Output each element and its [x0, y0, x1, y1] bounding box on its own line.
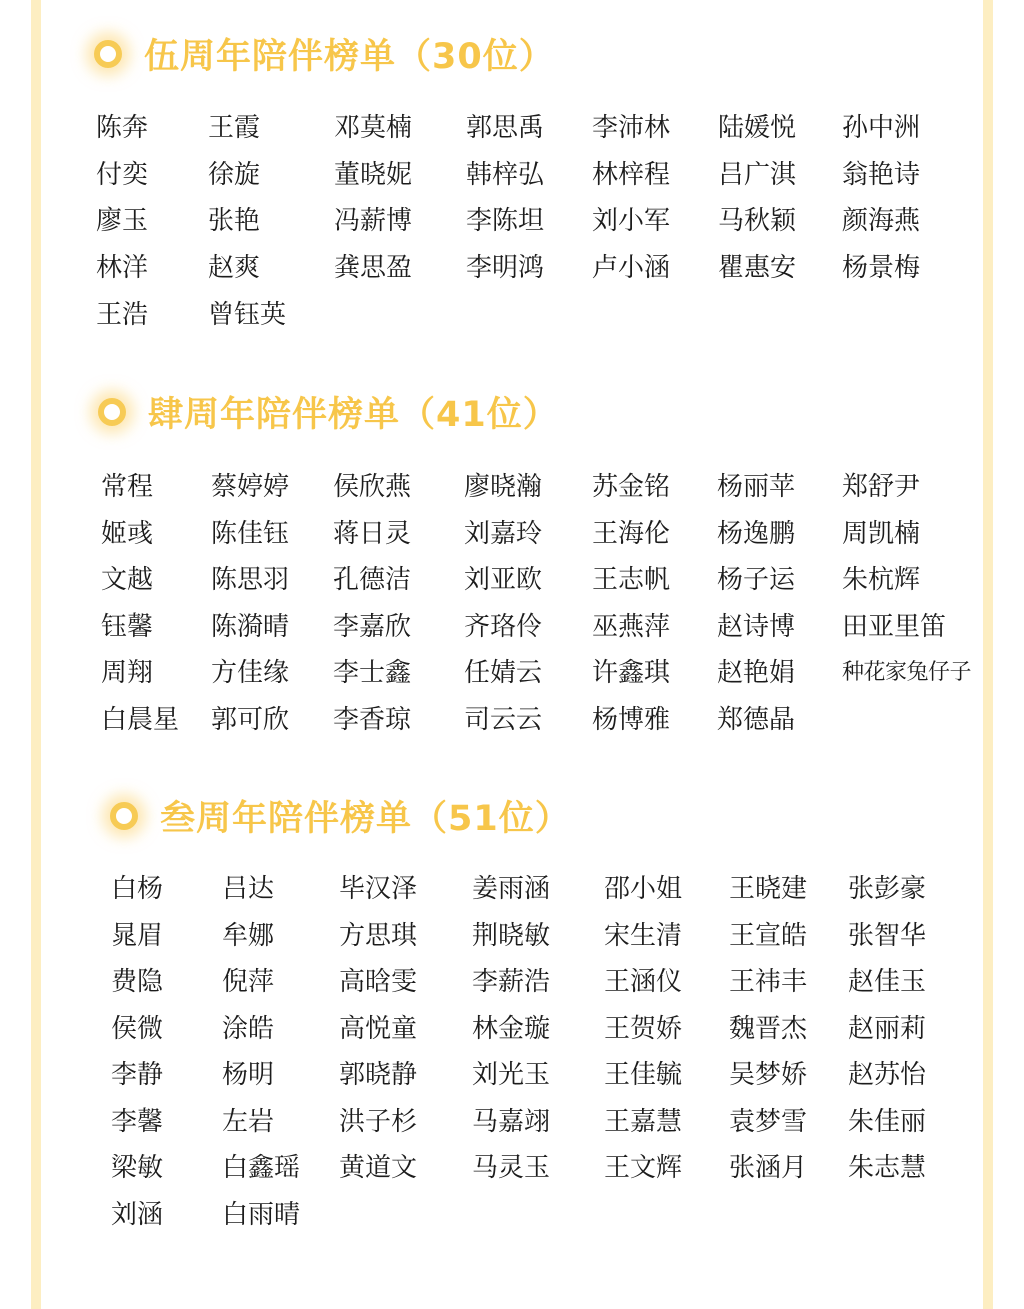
name-entry: 付奕: [96, 159, 149, 190]
name-entry: 李香琼: [333, 704, 412, 735]
right-border-strip: [983, 0, 993, 1309]
name-entry: 陈佳钰: [211, 518, 290, 549]
section-header-4th: [98, 382, 559, 442]
name-entry: 王涵仪: [604, 967, 683, 997]
name-entry: 吕达: [222, 874, 275, 904]
name-entry: 廖玉: [96, 206, 149, 237]
name-entry: 马秋颖: [718, 206, 797, 237]
name-entry: 高晗雯: [339, 967, 418, 997]
name-entry: 杨子运: [717, 565, 796, 595]
name-entry: 刘嘉玲: [464, 518, 543, 549]
name-entry: 林梓程: [592, 159, 671, 190]
name-entry: 司云云: [464, 704, 543, 735]
name-entry: 郑舒尹: [842, 472, 921, 502]
name-entry: 杨景梅: [842, 253, 921, 284]
name-entry: 董晓妮: [334, 159, 413, 190]
name-entry: 白杨: [111, 874, 164, 904]
name-entry: 赵苏怡: [848, 1060, 927, 1090]
name-entry: 王海伦: [592, 518, 671, 549]
name-entry: 王贺娇: [604, 1013, 683, 1044]
name-entry: 张艳: [208, 206, 261, 237]
name-entry: 朱杭辉: [842, 565, 921, 595]
name-entry: 王嘉慧: [604, 1106, 683, 1137]
name-entry: 荆晓敏: [472, 920, 551, 951]
name-entry: 魏晋杰: [729, 1013, 808, 1044]
name-entry: 李嘉欣: [333, 611, 412, 642]
name-entry: 赵佳玉: [848, 967, 927, 997]
name-entry: 朱志慧: [848, 1153, 927, 1183]
name-entry: 白晨星: [101, 704, 180, 735]
name-entry: 吕广淇: [718, 159, 797, 190]
name-entry: 常程: [101, 472, 154, 502]
name-entry: 倪萍: [222, 967, 275, 997]
name-entry: 张涵月: [729, 1153, 808, 1183]
name-entry: 杨丽苹: [717, 472, 796, 502]
name-entry: 田亚里笛: [842, 611, 947, 642]
name-entry: 文越: [101, 565, 154, 595]
name-entry: 侯欣燕: [333, 472, 412, 502]
bullet-dot-icon: [94, 40, 122, 68]
name-entry: 宋生清: [604, 920, 683, 951]
name-entry: 孙中洲: [842, 113, 921, 143]
name-entry: 左岩: [222, 1106, 275, 1137]
name-entry: 种花家兔仔子: [842, 660, 972, 685]
name-entry: 牟娜: [222, 920, 275, 951]
name-entry: 朱佳丽: [848, 1106, 927, 1137]
name-entry: 刘小军: [592, 206, 671, 237]
name-entry: 李馨: [111, 1106, 164, 1137]
name-entry: 周翔: [101, 658, 154, 688]
name-entry: 张智华: [848, 920, 927, 951]
name-entry: 姜雨涵: [472, 874, 551, 904]
name-entry: 李明鸿: [466, 253, 545, 284]
name-entry: 王浩: [96, 299, 149, 330]
name-entry: 王晓建: [729, 874, 808, 904]
name-entry: 方佳缘: [211, 658, 290, 688]
name-entry: 陆媛悦: [718, 113, 797, 143]
name-entry: 黄道文: [339, 1153, 418, 1183]
name-entry: 韩梓弘: [466, 159, 545, 190]
name-entry: 晁眉: [111, 920, 164, 951]
name-entry: 李士鑫: [333, 658, 412, 688]
section-header-3rd: [110, 786, 571, 846]
name-entry: 徐旋: [208, 159, 261, 190]
name-entry: 王宣皓: [729, 920, 808, 951]
name-entry: 林洋: [96, 253, 149, 284]
name-entry: 孔德洁: [333, 565, 412, 595]
name-entry: 陈思羽: [211, 565, 290, 595]
name-entry: 龚思盈: [334, 253, 413, 284]
bullet-dot-icon: [110, 802, 138, 830]
name-entry: 瞿惠安: [718, 253, 797, 284]
section-title: 肆周年陪伴榜单（41位）: [148, 395, 559, 435]
name-entry: 毕汉泽: [339, 874, 418, 904]
name-entry: 吴梦娇: [729, 1060, 808, 1090]
name-entry: 刘亚欧: [464, 565, 543, 595]
name-entry: 赵丽莉: [848, 1013, 927, 1044]
name-entry: 林金璇: [472, 1013, 551, 1044]
name-entry: 王佳毓: [604, 1060, 683, 1090]
name-entry: 白雨晴: [222, 1199, 301, 1230]
name-entry: 张彭豪: [848, 874, 927, 904]
left-border-strip: [31, 0, 41, 1309]
name-entry: 赵艳娟: [717, 658, 796, 688]
name-entry: 郑德晶: [717, 704, 796, 735]
name-entry: 郭晓静: [339, 1060, 418, 1090]
name-entry: 周凯楠: [842, 518, 921, 549]
name-entry: 姬彧: [101, 518, 154, 549]
name-entry: 苏金铭: [592, 472, 671, 502]
name-entry: 陈奔: [96, 113, 149, 143]
name-entry: 郭思禹: [466, 113, 545, 143]
name-entry: 袁梦雪: [729, 1106, 808, 1137]
name-entry: 马嘉翊: [472, 1106, 551, 1137]
name-entry: 翁艳诗: [842, 159, 921, 190]
name-entry: 赵诗博: [717, 611, 796, 642]
name-entry: 任婧云: [464, 658, 543, 688]
name-entry: 洪子杉: [339, 1106, 418, 1137]
name-entry: 蒋日灵: [333, 518, 412, 549]
section-title: 伍周年陪伴榜单（30位）: [144, 37, 555, 77]
name-entry: 颜海燕: [842, 206, 921, 237]
name-entry: 李静: [111, 1060, 164, 1090]
bullet-dot-icon: [98, 398, 126, 426]
name-entry: 刘光玉: [472, 1060, 551, 1090]
name-entry: 邓莫楠: [334, 113, 413, 143]
name-entry: 高悦童: [339, 1013, 418, 1044]
name-entry: 邵小姐: [604, 874, 683, 904]
name-entry: 廖晓瀚: [464, 472, 543, 502]
name-entry: 巫燕萍: [592, 611, 671, 642]
section-header-5th: [94, 24, 555, 84]
name-entry: 许鑫琪: [592, 658, 671, 688]
section-title: 叁周年陪伴榜单（51位）: [160, 799, 571, 839]
name-entry: 王志帆: [592, 565, 671, 595]
name-entry: 李陈坦: [466, 206, 545, 237]
name-entry: 涂皓: [222, 1013, 275, 1044]
name-entry: 冯薪博: [334, 206, 413, 237]
name-entry: 钰馨: [101, 611, 154, 642]
name-entry: 王祎丰: [729, 967, 808, 997]
name-entry: 郭可欣: [211, 704, 290, 735]
name-entry: 王霞: [208, 113, 261, 143]
name-entry: 杨明: [222, 1060, 275, 1090]
name-entry: 方思琪: [339, 920, 418, 951]
name-entry: 曾钰英: [208, 299, 287, 330]
name-entry: 赵爽: [208, 253, 261, 284]
name-entry: 侯微: [111, 1013, 164, 1044]
name-entry: 白鑫瑶: [222, 1153, 301, 1183]
name-entry: 卢小涵: [592, 253, 671, 284]
name-entry: 李沛林: [592, 113, 671, 143]
name-entry: 费隐: [111, 967, 164, 997]
name-entry: 李薪浩: [472, 967, 551, 997]
name-entry: 马灵玉: [472, 1153, 551, 1183]
name-entry: 杨逸鹏: [717, 518, 796, 549]
name-entry: 杨博雅: [592, 704, 671, 735]
name-entry: 刘涵: [111, 1199, 164, 1230]
name-entry: 梁敏: [111, 1153, 164, 1183]
name-entry: 齐珞伶: [464, 611, 543, 642]
name-entry: 蔡婷婷: [211, 472, 290, 502]
name-entry: 陈漪晴: [211, 611, 290, 642]
name-entry: 王文辉: [604, 1153, 683, 1183]
